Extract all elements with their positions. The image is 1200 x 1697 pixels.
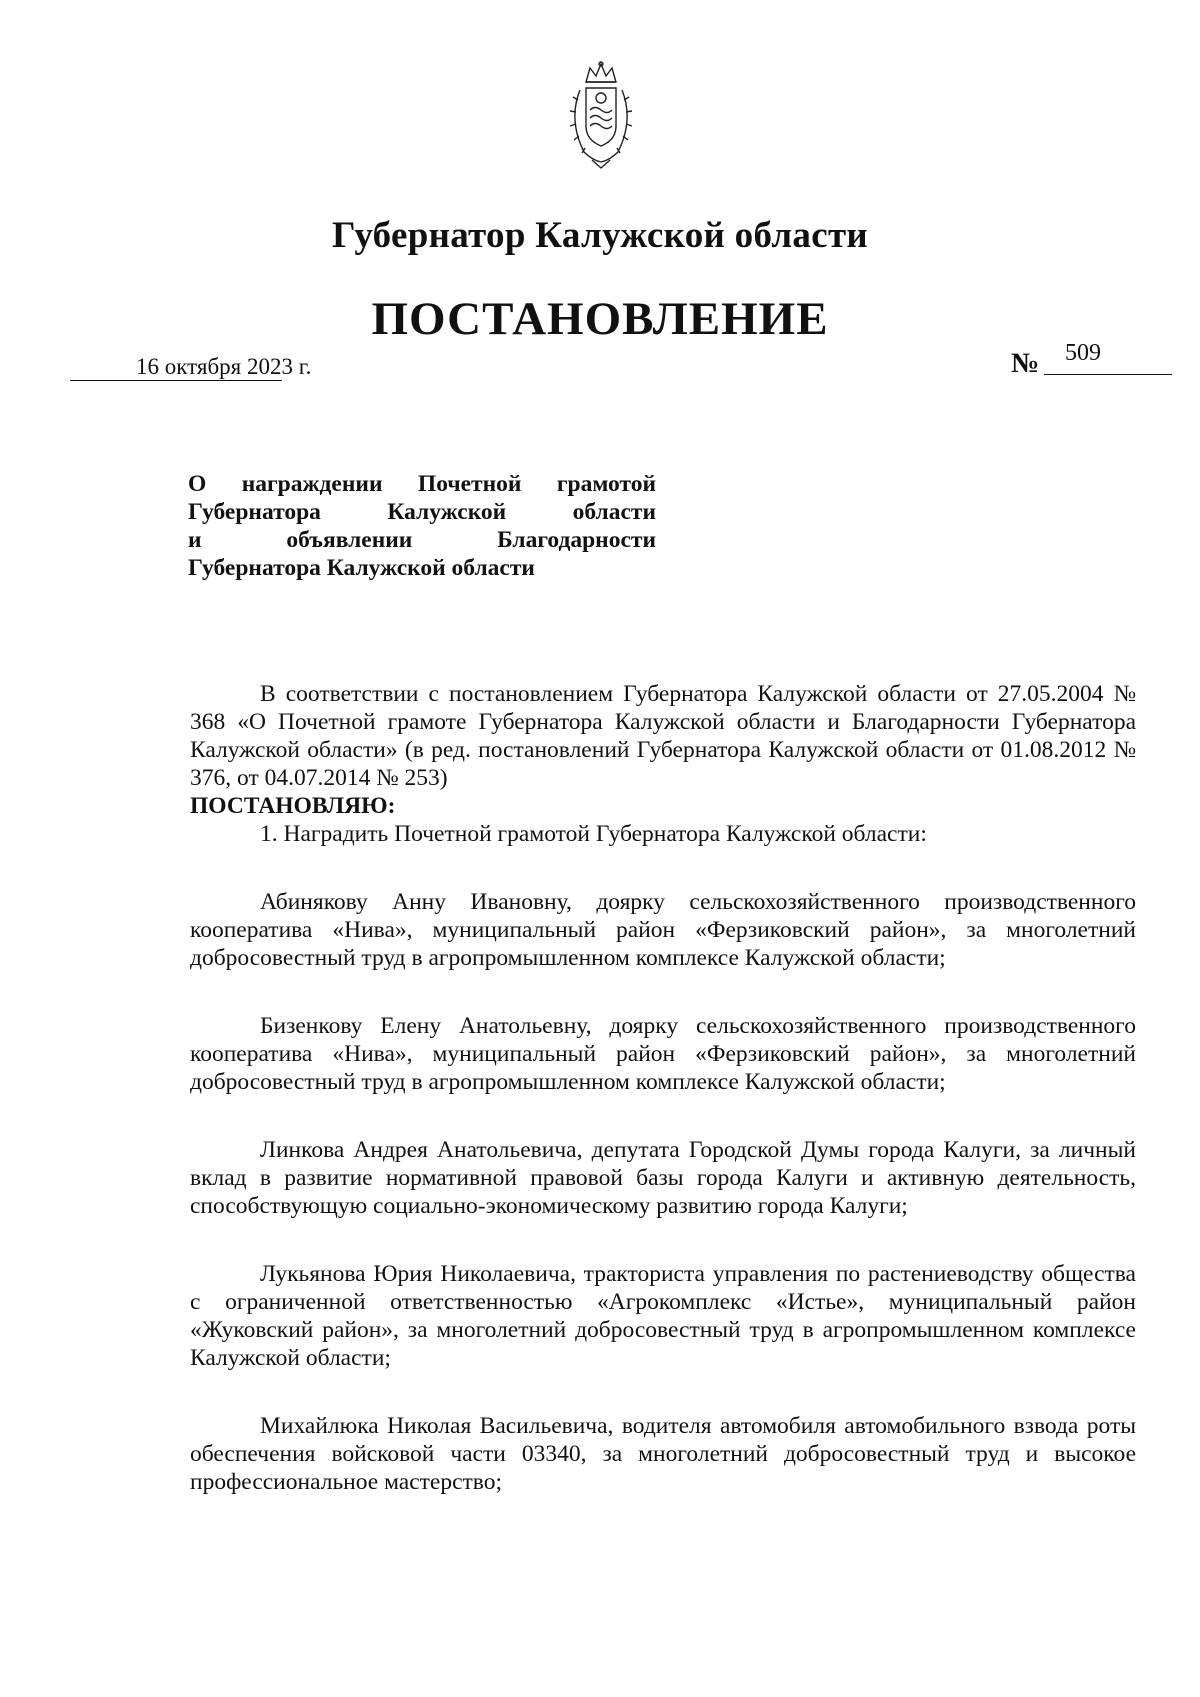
subject-line: Губернатора Калужской области — [188, 499, 656, 525]
awardee-paragraph: Линкова Андрея Анатольевича, депутата Городской Думы города Калуги, за личный вклад в развитие нормативной правовой базы города Калуги и активную деятельность, способствующую социально-экономическому развитию города Калуги; — [190, 1137, 1136, 1219]
awardee-paragraph: Михайлюка Николая Васильевича, водителя автомобиля автомобильного взвода роты обеспечения войсковой части 03340, за многолетний добросовестный труд и высокое профессиональное мастерство; — [190, 1413, 1136, 1495]
document-number: 509 — [1065, 340, 1101, 366]
item-1-heading: 1. Наградить Почетной грамотой Губернатора Калужской области: — [260, 821, 927, 847]
awardee-paragraph: Бизенкову Елену Анатольевну, доярку сельскохозяйственного производственного кооператива «Нива», муниципальный район «Ферзиковский район», за многолетний добросовестный труд в агропромышленном комплексе Калужской области; — [190, 1013, 1136, 1095]
number-label: № — [1011, 348, 1040, 379]
preamble-paragraph: В соответствии с постановлением Губернатора Калужской области от 27.05.2004 № 368 «О Почетной грамоте Губернатора Калужской области и Благодарности Губернатора Калужской области» (в ред. постановлений Губернатора Калужской области от 01.08.2012 № 376, от 04.07.2014 № 253) — [190, 681, 1136, 791]
subject-line: и объявлении Благодарности — [188, 527, 656, 553]
document-type-title: ПОСТАНОВЛЕНИЕ — [371, 293, 829, 345]
issuing-authority: Губернатор Калужской области — [331, 215, 869, 256]
subject-line: Губернатора Калужской области — [188, 555, 535, 581]
document-body — [190, 680, 1136, 1496]
subject-line: О награждении Почетной грамотой — [188, 471, 656, 497]
decree-word: ПОСТАНОВЛЯЮ: — [190, 793, 396, 819]
awardee-paragraph: Лукьянова Юрия Николаевича, тракториста управления по растениеводству общества с ограниченной ответственностью «Агрокомплекс «Истье», муниципальный район «Жуковский район», за многолетний добросовестный труд в агропромышленном комплексе Калужской области; — [190, 1261, 1136, 1371]
awardee-paragraph: Абинякову Анну Ивановну, доярку сельскохозяйственного производственного кооператива «Нива», муниципальный район «Ферзиковский район», за многолетний добросовестный труд в агропромышленном комплексе Калужской области; — [190, 889, 1136, 971]
date-underline — [70, 380, 282, 381]
number-underline — [1044, 374, 1172, 375]
document-date: 16 октября 2023 г. — [136, 354, 312, 379]
coat-of-arms-emblem — [562, 60, 640, 170]
document-subject — [188, 470, 656, 582]
